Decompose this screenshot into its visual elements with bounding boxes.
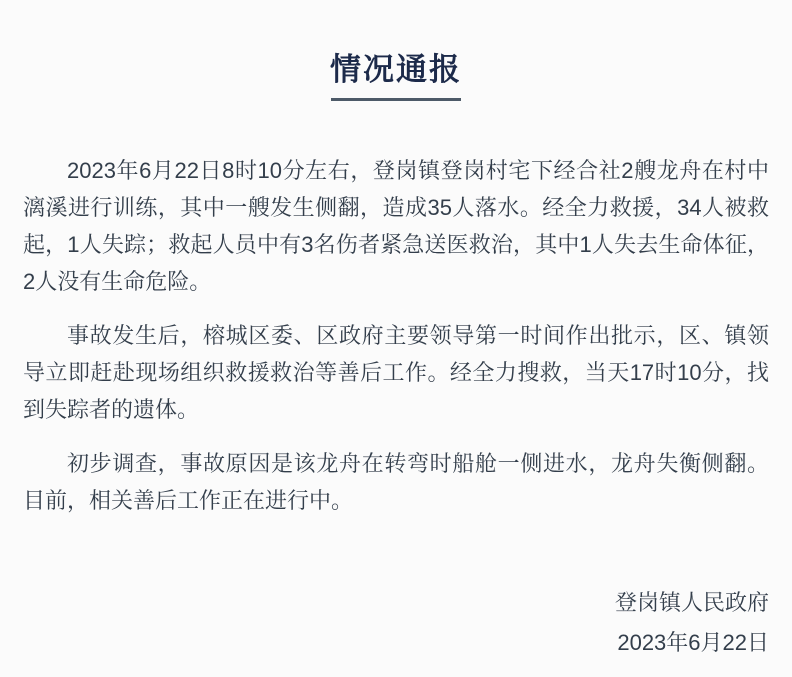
notice-paragraph: 初步调查，事故原因是该龙舟在转弯时船舱一侧进水，龙舟失衡侧翻。目前，相关善后工作正在进行中。	[23, 451, 769, 513]
signature-block	[23, 583, 769, 663]
notice-body	[23, 152, 769, 519]
page-title: 情况通报	[330, 52, 462, 87]
notice-paragraph: 事故发生后，榕城区委、区政府主要领导第一时间作出批示，区、镇领导立即赶赴现场组织救援救治等善后工作。经全力搜救，当天17时10分，找到失踪者的遗体。	[23, 323, 769, 422]
signature-author: 登岗镇人民政府	[614, 590, 769, 615]
title-underline	[331, 98, 461, 101]
notice-paragraph: 2023年6月22日8时10分左右，登岗镇登岗村宅下经合社2艘龙舟在村中漓溪进行训练，其中一艘发生侧翻，造成35人落水。经全力救援，34人被救起，1人失踪；救起人员中有3名伤者紧急送医救治，其中1人失去生命体征，2人没有生命危险。	[23, 158, 769, 294]
signature-date: 2023年6月22日	[617, 630, 769, 655]
